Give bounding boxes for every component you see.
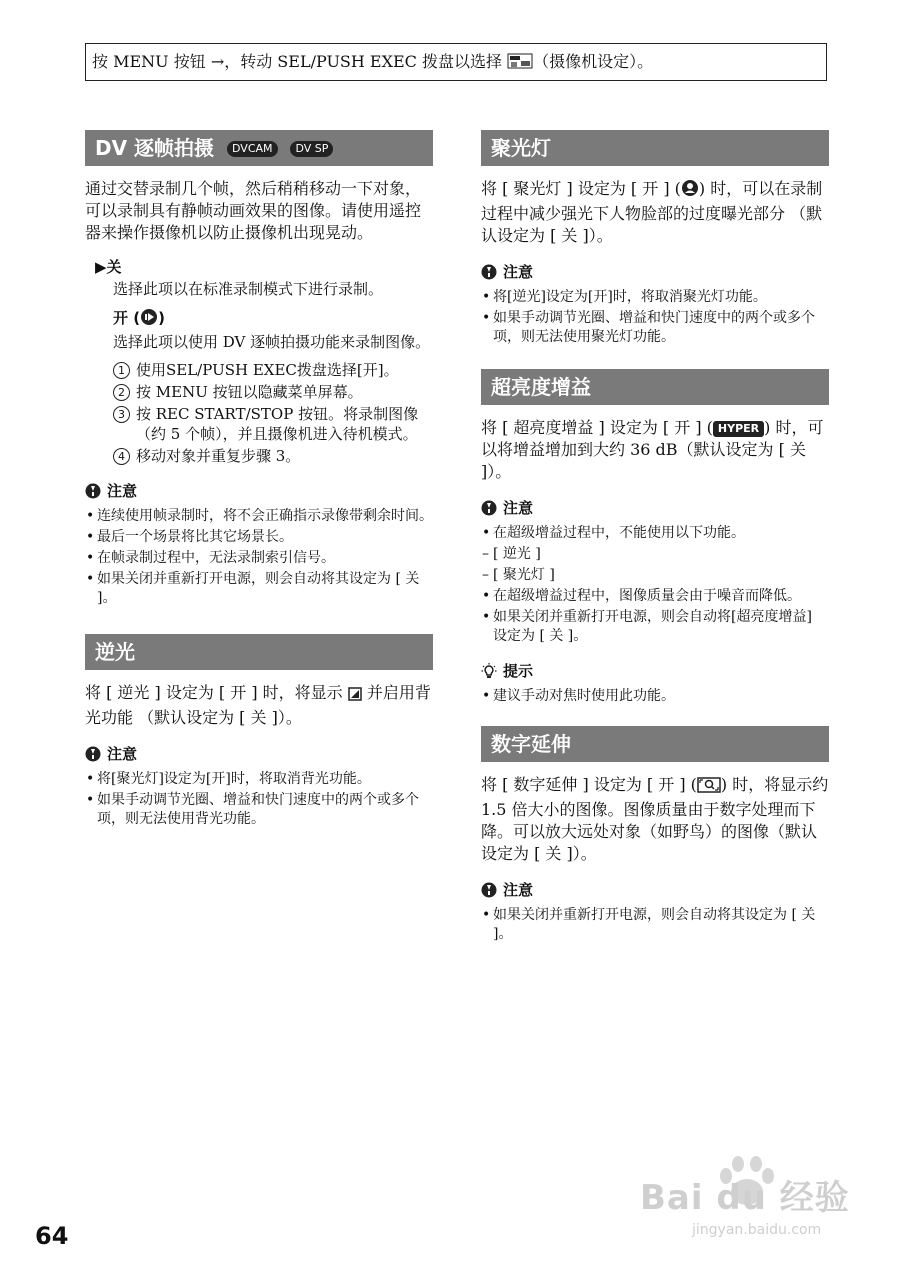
step-number: 1 [113, 362, 130, 379]
option-on-desc: 选择此项以使用 DV 逐帧拍摄功能来录制图像。 [113, 333, 431, 351]
right-column [481, 130, 829, 954]
list-item: • 在超级增益过程中，不能使用以下功能。 [481, 524, 829, 543]
note-label: 注意 [503, 263, 534, 281]
backlight-title: 逆光 [95, 640, 135, 664]
option-on-title-b: ) [158, 309, 165, 327]
menu-instruction-box [85, 43, 827, 81]
dvsp-badge: DV SP [290, 141, 333, 157]
tip-heading [481, 660, 829, 681]
option-off-desc: 选择此项以在标准录制模式下进行录制。 [113, 280, 384, 298]
step-item [113, 360, 433, 380]
spotlight-notes [481, 288, 829, 347]
caution-icon [481, 500, 497, 516]
option-on-title-a: 开 ( [113, 309, 141, 327]
digital-ext-header [481, 726, 829, 762]
backlight-notes [85, 770, 433, 829]
digital-ext-notes [481, 906, 829, 944]
note-heading [85, 743, 433, 764]
note-heading [481, 879, 829, 900]
instruction-middle: ，转动 SEL/PUSH EXEC 拨盘以选择 [224, 52, 508, 71]
caution-icon [85, 746, 101, 762]
camera-settings-icon [507, 52, 533, 70]
dv-frame-intro: 通过交替录制几个帧，然后稍稍移动一下对象，可以录制具有静帧动画效果的图像。请使用遥控器来操作摄像机以防止摄像机出现晃动。 [85, 179, 422, 242]
spotlight-body-b: ) 时，可以在录制过程中减少强光下人物脸部的过度曝光部分 （默认设定为 [ 关 ]）。 [481, 179, 823, 245]
hyper-gain-header [481, 369, 829, 405]
digital-zoom-icon [697, 777, 721, 799]
hyper-gain-notes [481, 524, 829, 646]
list-item: • 在超级增益过程中，图像质量会由于噪音而降低。 [481, 587, 829, 606]
spotlight-icon [681, 179, 699, 203]
spotlight-body-a: 将 [ 聚光灯 ] 设定为 [ 开 ] ( [481, 179, 681, 198]
digital-ext-body-b: ) 时，将显示约 1.5 倍大小的图像。图像质量由于数字处理而下降。可以放大远处对象（如野鸟）的图像（默认设定为 [ 关 ]）。 [481, 775, 829, 863]
list-subitem: – [ 聚光灯 ] [481, 566, 829, 585]
option-on-title [113, 307, 433, 330]
list-item: • 如果关闭并重新打开电源，则会自动将[超亮度增益] 设定为 [ 关 ]。 [481, 608, 829, 646]
note-label: 注意 [107, 745, 138, 763]
note-heading [481, 261, 829, 282]
option-off-title: ▶关 [95, 258, 122, 276]
caution-icon [481, 882, 497, 898]
list-item: • 如果关闭并重新打开电源，则会自动将其设定为 [ 关 ]。 [85, 570, 433, 608]
hyper-gain-body-a: 将 [ 超亮度增益 ] 设定为 [ 开 ] ( [481, 418, 713, 437]
list-item: • 如果手动调节光圈、增益和快门速度中的两个或多个项，则无法使用背光功能。 [85, 791, 433, 829]
step-item [113, 446, 433, 466]
list-item: • 如果关闭并重新打开电源，则会自动将其设定为 [ 关 ]。 [481, 906, 829, 944]
instruction-suffix: （摄像机设定）。 [533, 52, 654, 71]
lightbulb-icon [481, 663, 497, 679]
note-label: 注意 [503, 499, 534, 517]
hyper-gain-body [481, 417, 829, 483]
note-heading [85, 480, 433, 501]
step-text: 移动对象并重复步骤 3。 [136, 447, 301, 465]
list-subitem: – [ 逆光 ] [481, 545, 829, 564]
list-item: • 在帧录制过程中，无法录制索引信号。 [85, 549, 433, 568]
list-item: • 最后一个场景将比其它场景长。 [85, 528, 433, 547]
list-item: • 连续使用帧录制时，将不会正确指示录像带剩余时间。 [85, 507, 433, 526]
list-item: • 将[聚光灯]设定为[开]时，将取消背光功能。 [85, 770, 433, 789]
list-item: • 如果手动调节光圈、增益和快门速度中的两个或多个项，则无法使用聚光灯功能。 [481, 309, 829, 347]
caution-icon [85, 483, 101, 499]
step-item [113, 382, 433, 402]
step-text: 按 MENU 按钮以隐藏菜单屏幕。 [136, 383, 363, 401]
dvcam-badge: DVCAM [227, 141, 278, 157]
step-number: 3 [113, 406, 130, 423]
step-number: 4 [113, 448, 130, 465]
digital-ext-body [481, 774, 829, 865]
hyper-gain-title: 超亮度增益 [491, 375, 591, 399]
digital-ext-title: 数字延伸 [491, 732, 571, 756]
dv-frame-title: DV 逐帧拍摄 [95, 136, 215, 160]
spotlight-header [481, 130, 829, 166]
backlight-body-a: 将 [ 逆光 ] 设定为 [ 开 ] 时，将显示 [85, 683, 348, 702]
backlight-body [85, 682, 433, 729]
note-label: 注意 [107, 482, 138, 500]
backlight-body-b: 并启用背光功能 （默认设定为 [ 关 ]）。 [85, 683, 431, 727]
frame-rec-icon [140, 308, 158, 330]
dv-frame-notes [85, 507, 433, 608]
watermark-main: Bai du 经验 [640, 1178, 850, 1218]
step-number: 2 [113, 384, 130, 401]
step-text: 按 REC START/STOP 按钮。将录制图像（约 5 个帧），并且摄像机进入待机模式。 [136, 405, 419, 443]
note-heading [481, 497, 829, 518]
step-item [113, 404, 433, 444]
hyper-badge: HYPER [713, 421, 764, 437]
backlight-icon [348, 685, 362, 707]
page-number: 64 [35, 1222, 69, 1250]
arrow-glyph: → [210, 52, 225, 71]
left-column [85, 130, 433, 839]
caution-icon [481, 264, 497, 280]
list-item: • 将[逆光]设定为[开]时，将取消聚光灯功能。 [481, 288, 829, 307]
tip-label: 提示 [503, 662, 534, 680]
list-item: • 建议手动对焦时使用此功能。 [481, 687, 829, 706]
step-text: 使用SEL/PUSH EXEC拨盘选择[开]。 [136, 361, 399, 379]
dv-frame-header [85, 130, 433, 166]
hyper-gain-tips [481, 687, 829, 706]
hyper-gain-body-b: ) 时，可以将增益增加到大约 36 dB（默认设定为 [ 关 ]）。 [481, 418, 824, 481]
note-label: 注意 [503, 881, 534, 899]
watermark-url: jingyan.baidu.com [692, 1222, 822, 1238]
digital-ext-body-a: 将 [ 数字延伸 ] 设定为 [ 开 ] ( [481, 775, 697, 794]
backlight-header [85, 634, 433, 670]
spotlight-title: 聚光灯 [491, 136, 551, 160]
instruction-prefix: 按 MENU 按钮 [92, 52, 211, 71]
baidu-watermark [640, 1160, 880, 1250]
spotlight-body [481, 178, 829, 247]
